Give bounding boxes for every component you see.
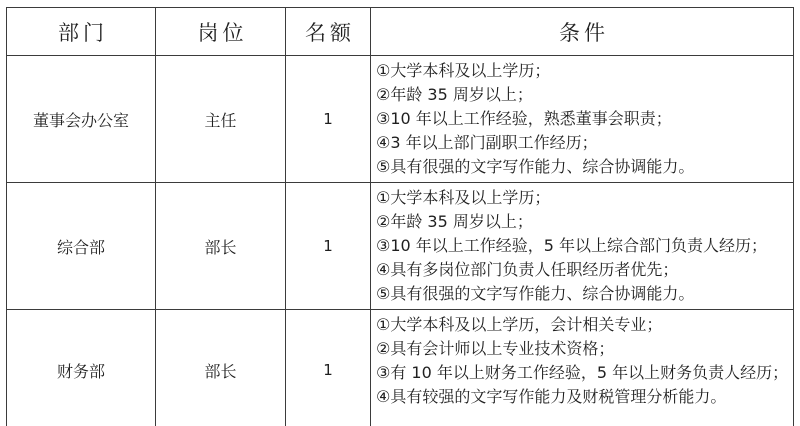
cell-quota: 1 [286, 56, 371, 183]
condition-line: ④3 年以上部门副职工作经历； [376, 133, 598, 152]
table-row [7, 183, 794, 310]
cell-conditions [371, 183, 794, 310]
cell-department: 综合部 [7, 183, 156, 310]
condition-line: ③10 年以上工作经验，5 年以上综合部门负责人经历； [376, 236, 768, 255]
cell-quota: 1 [286, 183, 371, 310]
table-row [7, 310, 794, 426]
recruitment-table [6, 7, 794, 426]
condition-line: ④具有较强的文字写作能力及财税管理分析能力。 [376, 387, 727, 406]
condition-line: ①大学本科及以上学历； [376, 61, 551, 80]
cell-position: 部长 [156, 310, 286, 426]
table-row [7, 56, 794, 183]
condition-line: ④具有多岗位部门负责人任职经历者优先； [376, 260, 679, 279]
condition-line: ②年龄 35 周岁以上； [376, 85, 533, 104]
cell-department: 董事会办公室 [7, 56, 156, 183]
cell-conditions [371, 56, 794, 183]
condition-line: ②年龄 35 周岁以上； [376, 212, 533, 231]
header-conditions: 条件 [371, 8, 794, 56]
cell-position: 部长 [156, 183, 286, 310]
condition-line: ③有 10 年以上财务工作经验，5 年以上财务负责人经历； [376, 363, 789, 382]
condition-line: ②具有会计师以上专业技术资格； [376, 339, 615, 358]
cell-conditions [371, 310, 794, 426]
header-position: 岗位 [156, 8, 286, 56]
header-quota: 名额 [286, 8, 371, 56]
cell-quota: 1 [286, 310, 371, 426]
table-header-row [7, 8, 794, 56]
condition-line: ⑤具有很强的文字写作能力、综合协调能力。 [376, 284, 695, 303]
condition-line: ①大学本科及以上学历，会计相关专业； [376, 315, 663, 334]
cell-department: 财务部 [7, 310, 156, 426]
cell-position: 主任 [156, 56, 286, 183]
header-department: 部门 [7, 8, 156, 56]
condition-line: ⑤具有很强的文字写作能力、综合协调能力。 [376, 157, 695, 176]
condition-line: ①大学本科及以上学历； [376, 188, 551, 207]
condition-line: ③10 年以上工作经验，熟悉董事会职责； [376, 109, 672, 128]
